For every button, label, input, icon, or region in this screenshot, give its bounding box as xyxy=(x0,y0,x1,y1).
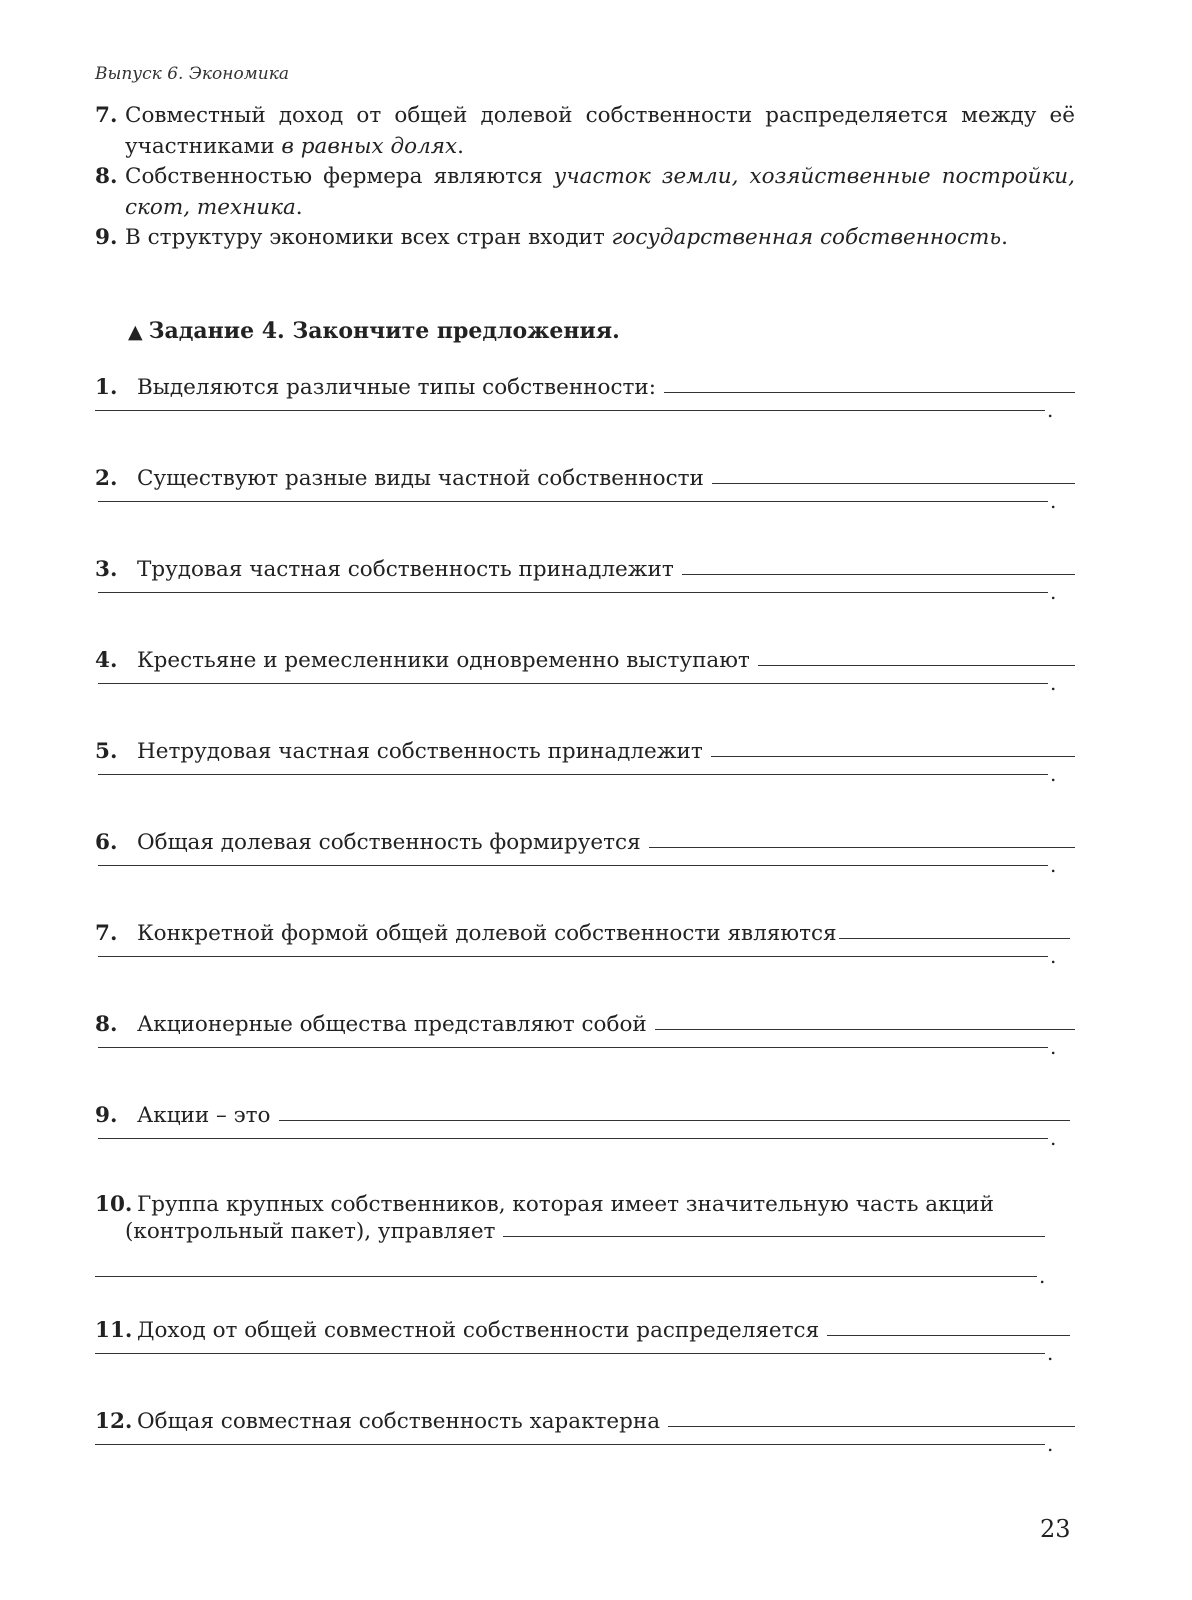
question-text: Доход от общей совместной собственности распределяется xyxy=(137,1318,820,1343)
question-text: Группа крупных собственников, которая имеет значительную часть акций xyxy=(137,1192,994,1217)
question-8 xyxy=(95,1007,1075,1067)
triangle-icon: ▲ xyxy=(128,321,143,343)
answer-line[interactable] xyxy=(655,1029,1075,1030)
line-end-dot: . xyxy=(1050,489,1057,513)
answer-line[interactable] xyxy=(95,1444,1045,1445)
question-text: Акционерные общества представляют собой xyxy=(137,1012,647,1037)
line-end-dot: . xyxy=(1050,944,1057,968)
question-number: 4. xyxy=(95,648,118,673)
question-2 xyxy=(95,461,1075,521)
answer-line[interactable] xyxy=(711,756,1075,757)
answer-line[interactable] xyxy=(95,410,1045,411)
statement-number: 7. xyxy=(95,103,118,128)
statement-9 xyxy=(95,222,1075,253)
question-11 xyxy=(95,1313,1075,1373)
answer-line[interactable] xyxy=(649,847,1075,848)
statement-number: 9. xyxy=(95,225,118,250)
question-3 xyxy=(95,552,1075,612)
line-end-dot: . xyxy=(1050,1035,1057,1059)
question-number: 12. xyxy=(95,1409,133,1434)
question-text: Нетрудовая частная собственность принадлежит xyxy=(137,739,703,764)
statement-text: Совместный доход от общей долевой собственности распределяется между её участниками в равных долях. xyxy=(125,103,1075,159)
question-number: 6. xyxy=(95,830,118,855)
answer-line[interactable] xyxy=(668,1426,1075,1427)
question-number: 10. xyxy=(95,1192,133,1217)
question-text-continued: (контрольный пакет), управляет xyxy=(125,1219,496,1244)
answer-line[interactable] xyxy=(98,501,1048,502)
line-end-dot: . xyxy=(1047,398,1054,422)
line-end-dot: . xyxy=(1039,1264,1046,1288)
line-end-dot: . xyxy=(1047,1432,1054,1456)
question-number: 5. xyxy=(95,739,118,764)
question-text: Конкретной формой общей долевой собственности являются xyxy=(137,921,837,946)
statement-text: В структуру экономики всех стран входит государственная собственность. xyxy=(125,225,1008,250)
answer-line[interactable] xyxy=(664,392,1075,393)
answer-line[interactable] xyxy=(758,665,1075,666)
running-header: Выпуск 6. Экономика xyxy=(95,64,290,84)
answer-line[interactable] xyxy=(279,1120,1070,1121)
question-text: Акции – это xyxy=(137,1103,271,1128)
answer-line[interactable] xyxy=(682,574,1075,575)
question-number: 2. xyxy=(95,466,118,491)
answer-line[interactable] xyxy=(98,774,1048,775)
question-number: 1. xyxy=(95,375,118,400)
question-number: 11. xyxy=(95,1318,133,1343)
question-text: Выделяются различные типы собственности: xyxy=(137,375,656,400)
answer-line[interactable] xyxy=(827,1335,1070,1336)
question-text: Общая совместная собственность характерна xyxy=(137,1409,661,1434)
question-10 xyxy=(95,1192,1075,1288)
question-12 xyxy=(95,1404,1075,1464)
task-heading xyxy=(128,318,620,344)
task-title: Задание 4. Закончите предложения. xyxy=(148,318,620,344)
question-number: 8. xyxy=(95,1012,118,1037)
answer-line[interactable] xyxy=(839,938,1070,939)
question-1 xyxy=(95,370,1075,430)
line-end-dot: . xyxy=(1050,671,1057,695)
question-5 xyxy=(95,734,1075,794)
line-end-dot: . xyxy=(1050,1126,1057,1150)
line-end-dot: . xyxy=(1050,853,1057,877)
answer-line[interactable] xyxy=(95,1353,1045,1354)
question-text: Трудовая частная собственность принадлежит xyxy=(137,557,674,582)
question-9 xyxy=(95,1098,1075,1158)
question-number: 9. xyxy=(95,1103,118,1128)
statement-number: 8. xyxy=(95,164,118,189)
answer-line[interactable] xyxy=(503,1236,1045,1237)
statement-7 xyxy=(95,100,1075,162)
statement-text: Собственностью фермера являются участок земли, хозяйственные постройки, скот, техника. xyxy=(125,164,1075,220)
answer-line[interactable] xyxy=(98,592,1048,593)
question-text: Крестьяне и ремесленники одновременно выступают xyxy=(137,648,750,673)
question-text: Существуют разные виды частной собственности xyxy=(137,466,704,491)
line-end-dot: . xyxy=(1050,580,1057,604)
question-text: Общая долевая собственность формируется xyxy=(137,830,641,855)
page-number: 23 xyxy=(1040,1515,1071,1543)
question-4 xyxy=(95,643,1075,703)
answer-line[interactable] xyxy=(98,1047,1048,1048)
line-end-dot: . xyxy=(1050,762,1057,786)
answer-line[interactable] xyxy=(95,1276,1037,1277)
question-number: 7. xyxy=(95,921,118,946)
question-number: 3. xyxy=(95,557,118,582)
question-6 xyxy=(95,825,1075,885)
statement-8 xyxy=(95,161,1075,223)
line-end-dot: . xyxy=(1047,1341,1054,1365)
answer-line[interactable] xyxy=(98,956,1048,957)
answer-line[interactable] xyxy=(98,865,1048,866)
answer-line[interactable] xyxy=(98,683,1048,684)
answer-line[interactable] xyxy=(712,483,1075,484)
answer-line[interactable] xyxy=(98,1138,1048,1139)
question-7 xyxy=(95,916,1075,976)
